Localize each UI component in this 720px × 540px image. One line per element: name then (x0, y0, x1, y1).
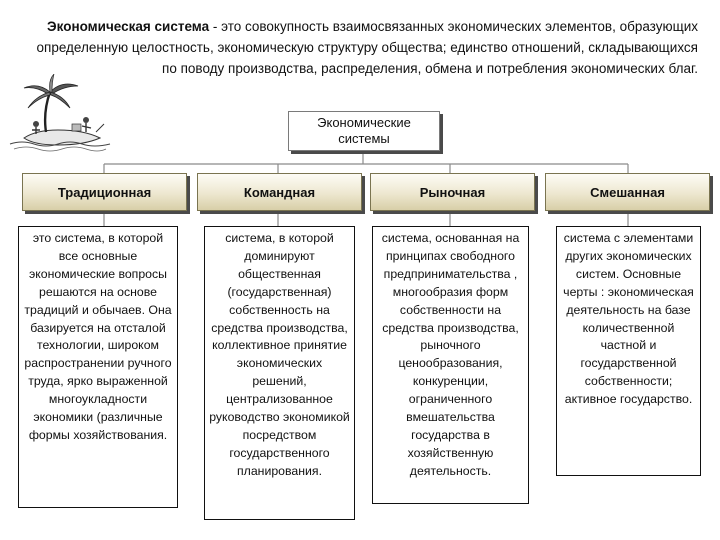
description-mixed: система с элементами других экономических систем. Основные черты : экономическая деятельность на базе количественной частной и государственной собственности; активное государство. (556, 226, 701, 476)
intro-term: Экономическая система (47, 19, 210, 34)
type-mixed: Смешанная (545, 173, 710, 211)
intro-definition: - это совокупность взаимосвязанных экономических элементов, образующих определенную целостность, экономическую структуру общества; единство отношений, складывающихся по поводу производства, распределения, обмена и потребления экономических благ. (36, 19, 698, 76)
root-node-economic-systems (288, 111, 440, 151)
type-command: Командная (197, 173, 362, 211)
type-market: Рыночная (370, 173, 535, 211)
description-command: система, в которой доминируют общественная (государственная) собственность на средства производства, коллективное принятие экономических решений, централизованное руководство экономикой посредством государственного планирования. (204, 226, 355, 520)
root-label-line2: системы (338, 131, 390, 146)
description-market: система, основанная на принципах свободного предпринимательства , многообразия форм собственности на средства производства, рыночного ценообразования, конкуренции, ограниченного вмешательства государства в хозяйственную деятельность. (372, 226, 529, 504)
description-traditional: это система, в которой все основные экономические вопросы решаются на основе традиций и обычаев. Она базируется на отсталой технологии, широком распространении ручного труда, ярко выраженной многоукладности экономики (различные формы хозяйствования. (18, 226, 178, 508)
type-traditional: Традиционная (22, 173, 187, 211)
root-label-line1: Экономические (317, 115, 411, 130)
